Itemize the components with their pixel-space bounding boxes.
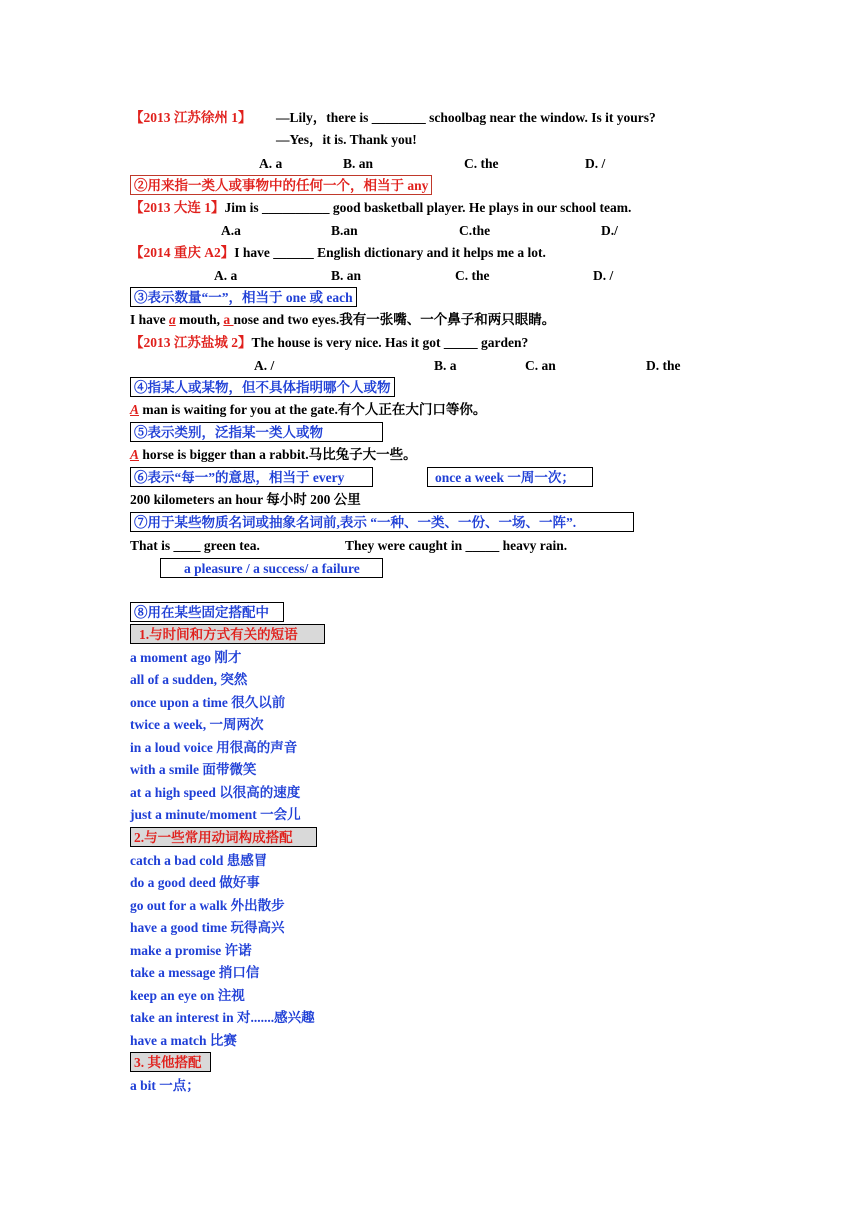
question-4: 【2013 江苏盐城 2】The house is very nice. Has it got _____ garden?: [130, 335, 529, 350]
section-1-heading: 1.与时间和方式有关的短语: [130, 624, 325, 644]
section-2-heading: 2.与一些常用动词构成搭配: [130, 827, 317, 847]
question-1-line-1: —Lily，there is ________ schoolbag near the window. Is it yours?: [276, 110, 656, 125]
option-a: A. a: [214, 268, 238, 283]
example-horse: A horse is bigger than a rabbit.马比兔子大一些。: [130, 447, 417, 462]
question-3: 【2014 重庆 A2】I have ______ English dictionary and it helps me a lot.: [130, 245, 546, 260]
phrase-item: take a message 捎口信: [130, 965, 260, 980]
phrase-item: take an interest in 对.......感兴趣: [130, 1010, 315, 1025]
rule-5-box: ⑤表示类别，泛指某一类人或物: [130, 422, 383, 442]
section-3-heading: 3. 其他搭配: [130, 1052, 211, 1072]
phrase-item: a bit 一点；: [130, 1078, 200, 1093]
example-rain: They were caught in _____ heavy rain.: [345, 538, 568, 553]
phrase-item: at a high speed 以很高的速度: [130, 785, 301, 800]
example-tea: That is ____ green tea.: [130, 538, 260, 553]
phrase-item: all of a sudden, 突然: [130, 672, 248, 687]
phrase-item: with a smile 面带微笑: [130, 762, 257, 777]
option-b: B.an: [331, 223, 358, 238]
rule-2-box: ②用来指一类人或事物中的任何一个，相当于 any: [130, 175, 432, 195]
option-c: C. an: [525, 358, 556, 373]
phrase-item: go out for a walk 外出散步: [130, 898, 285, 913]
rule-8-box: ⑧用在某些固定搭配中: [130, 602, 284, 622]
question-2: 【2013 大连 1】Jim is __________ good basketball player. He plays in our school team.: [130, 200, 632, 215]
example-man: A man is waiting for you at the gate.有个人正在大门口等你。: [130, 402, 487, 417]
phrase-item: twice a week, 一周两次: [130, 717, 264, 732]
rule-4-box: ④指某人或某物，但不具体指明哪个人或物: [130, 377, 395, 397]
phrase-item: make a promise 许诺: [130, 943, 252, 958]
phrase-item: in a loud voice 用很高的声音: [130, 740, 298, 755]
phrase-item: just a minute/moment 一会儿: [130, 807, 301, 822]
option-d: D. /: [585, 156, 606, 171]
option-d: D. /: [593, 268, 614, 283]
rule-3-box: ③表示数量“一”，相当于 one 或 each: [130, 287, 357, 307]
phrase-item: once upon a time 很久以前: [130, 695, 286, 710]
rule-6-box: ⑥表示“每一”的意思，相当于 every: [130, 467, 373, 487]
option-c: C.the: [459, 223, 491, 238]
option-b: B. an: [343, 156, 374, 171]
rule-7-example-box: a pleasure / a success/ a failure: [160, 558, 383, 578]
source-label-1: 【2013 江苏徐州 1】: [130, 110, 252, 125]
phrase-item: keep an eye on 注视: [130, 988, 245, 1003]
rule-7-box: ⑦用于某些物质名词或抽象名词前,表示 “一种、一类、一份、一场、一阵”.: [130, 512, 634, 532]
option-c: C. the: [455, 268, 490, 283]
phrase-item: have a good time 玩得高兴: [130, 920, 285, 935]
option-a: A. a: [259, 156, 283, 171]
option-c: C. the: [464, 156, 499, 171]
option-d: D./: [601, 223, 618, 238]
option-b: B. an: [331, 268, 362, 283]
phrase-item: catch a bad cold 患感冒: [130, 853, 268, 868]
example-mouth: I have a mouth, a nose and two eyes.我有一张嘴、一个鼻子和两只眼睛。: [130, 312, 556, 327]
option-d: D. the: [646, 358, 681, 373]
phrase-item: do a good deed 做好事: [130, 875, 260, 890]
phrase-item: a moment ago 刚才: [130, 650, 242, 665]
phrase-item: have a match 比赛: [130, 1033, 237, 1048]
rule-6-example-box: once a week 一周一次；: [427, 467, 593, 487]
option-b: B. a: [434, 358, 457, 373]
question-1-line-2: —Yes，it is. Thank you!: [276, 132, 417, 147]
option-a: A.a: [221, 223, 241, 238]
option-a: A. /: [254, 358, 275, 373]
example-speed: 200 kilometers an hour 每小时 200 公里: [130, 492, 361, 507]
